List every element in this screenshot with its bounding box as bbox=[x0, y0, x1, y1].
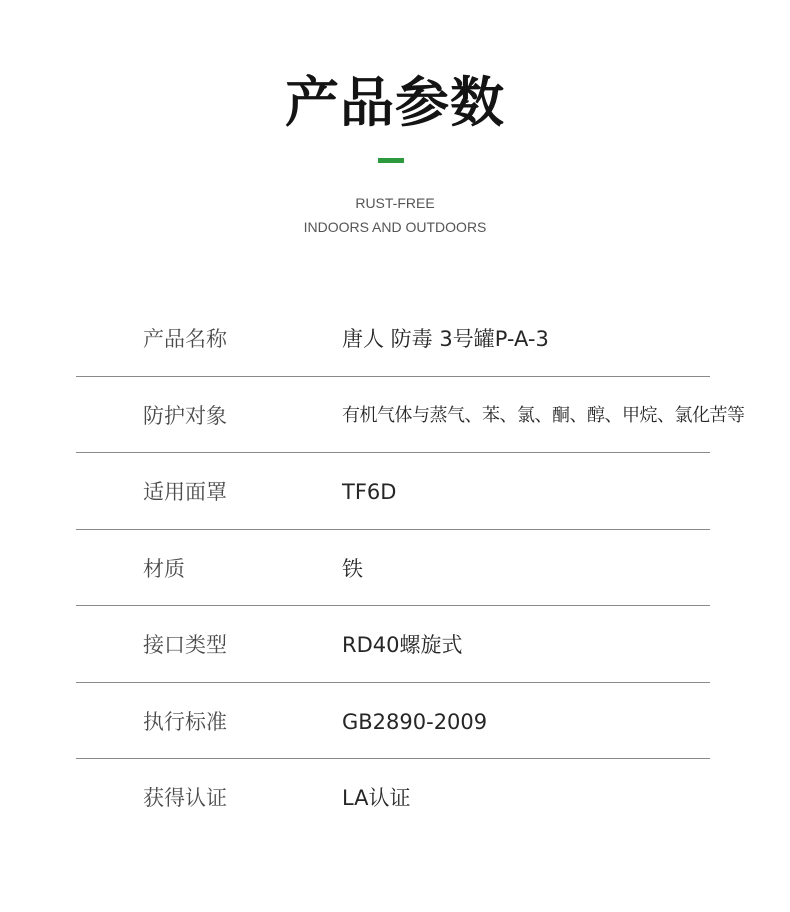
spec-label: 接口类型 bbox=[143, 633, 227, 657]
spec-label: 适用面罩 bbox=[143, 480, 227, 504]
spec-row-material bbox=[76, 530, 710, 607]
spec-value: TF6D bbox=[342, 480, 397, 504]
spec-row-standard bbox=[76, 683, 710, 760]
spec-row-product-name bbox=[76, 300, 710, 377]
page-title: 产品参数 bbox=[285, 71, 505, 134]
title-accent-bar bbox=[378, 158, 404, 163]
spec-row-protection-target bbox=[76, 377, 745, 454]
spec-label: 执行标准 bbox=[143, 709, 227, 734]
spec-value: 唐人 防毒 3号罐P-A-3 bbox=[342, 327, 549, 351]
subtitle-line-2: INDOORS AND OUTDOORS bbox=[303, 219, 487, 235]
spec-value: RD40螺旋式 bbox=[342, 633, 463, 657]
spec-row-interface-type bbox=[76, 606, 710, 683]
spec-value: 有机气体与蒸气、苯、氯、酮、醇、甲烷、氯化苦等 bbox=[342, 404, 745, 426]
subtitle-line-1: RUST-FREE bbox=[355, 195, 435, 211]
spec-value: LA认证 bbox=[342, 786, 411, 810]
spec-label: 获得认证 bbox=[143, 786, 227, 810]
spec-label: 材质 bbox=[143, 556, 185, 581]
spec-value: 铁 bbox=[342, 556, 363, 581]
spec-label: 产品名称 bbox=[143, 327, 227, 351]
spec-table bbox=[76, 300, 745, 836]
spec-value: GB2890-2009 bbox=[342, 709, 488, 734]
spec-row-compatible-mask bbox=[76, 453, 710, 530]
spec-label: 防护对象 bbox=[143, 403, 227, 428]
spec-row-certification bbox=[76, 759, 710, 836]
